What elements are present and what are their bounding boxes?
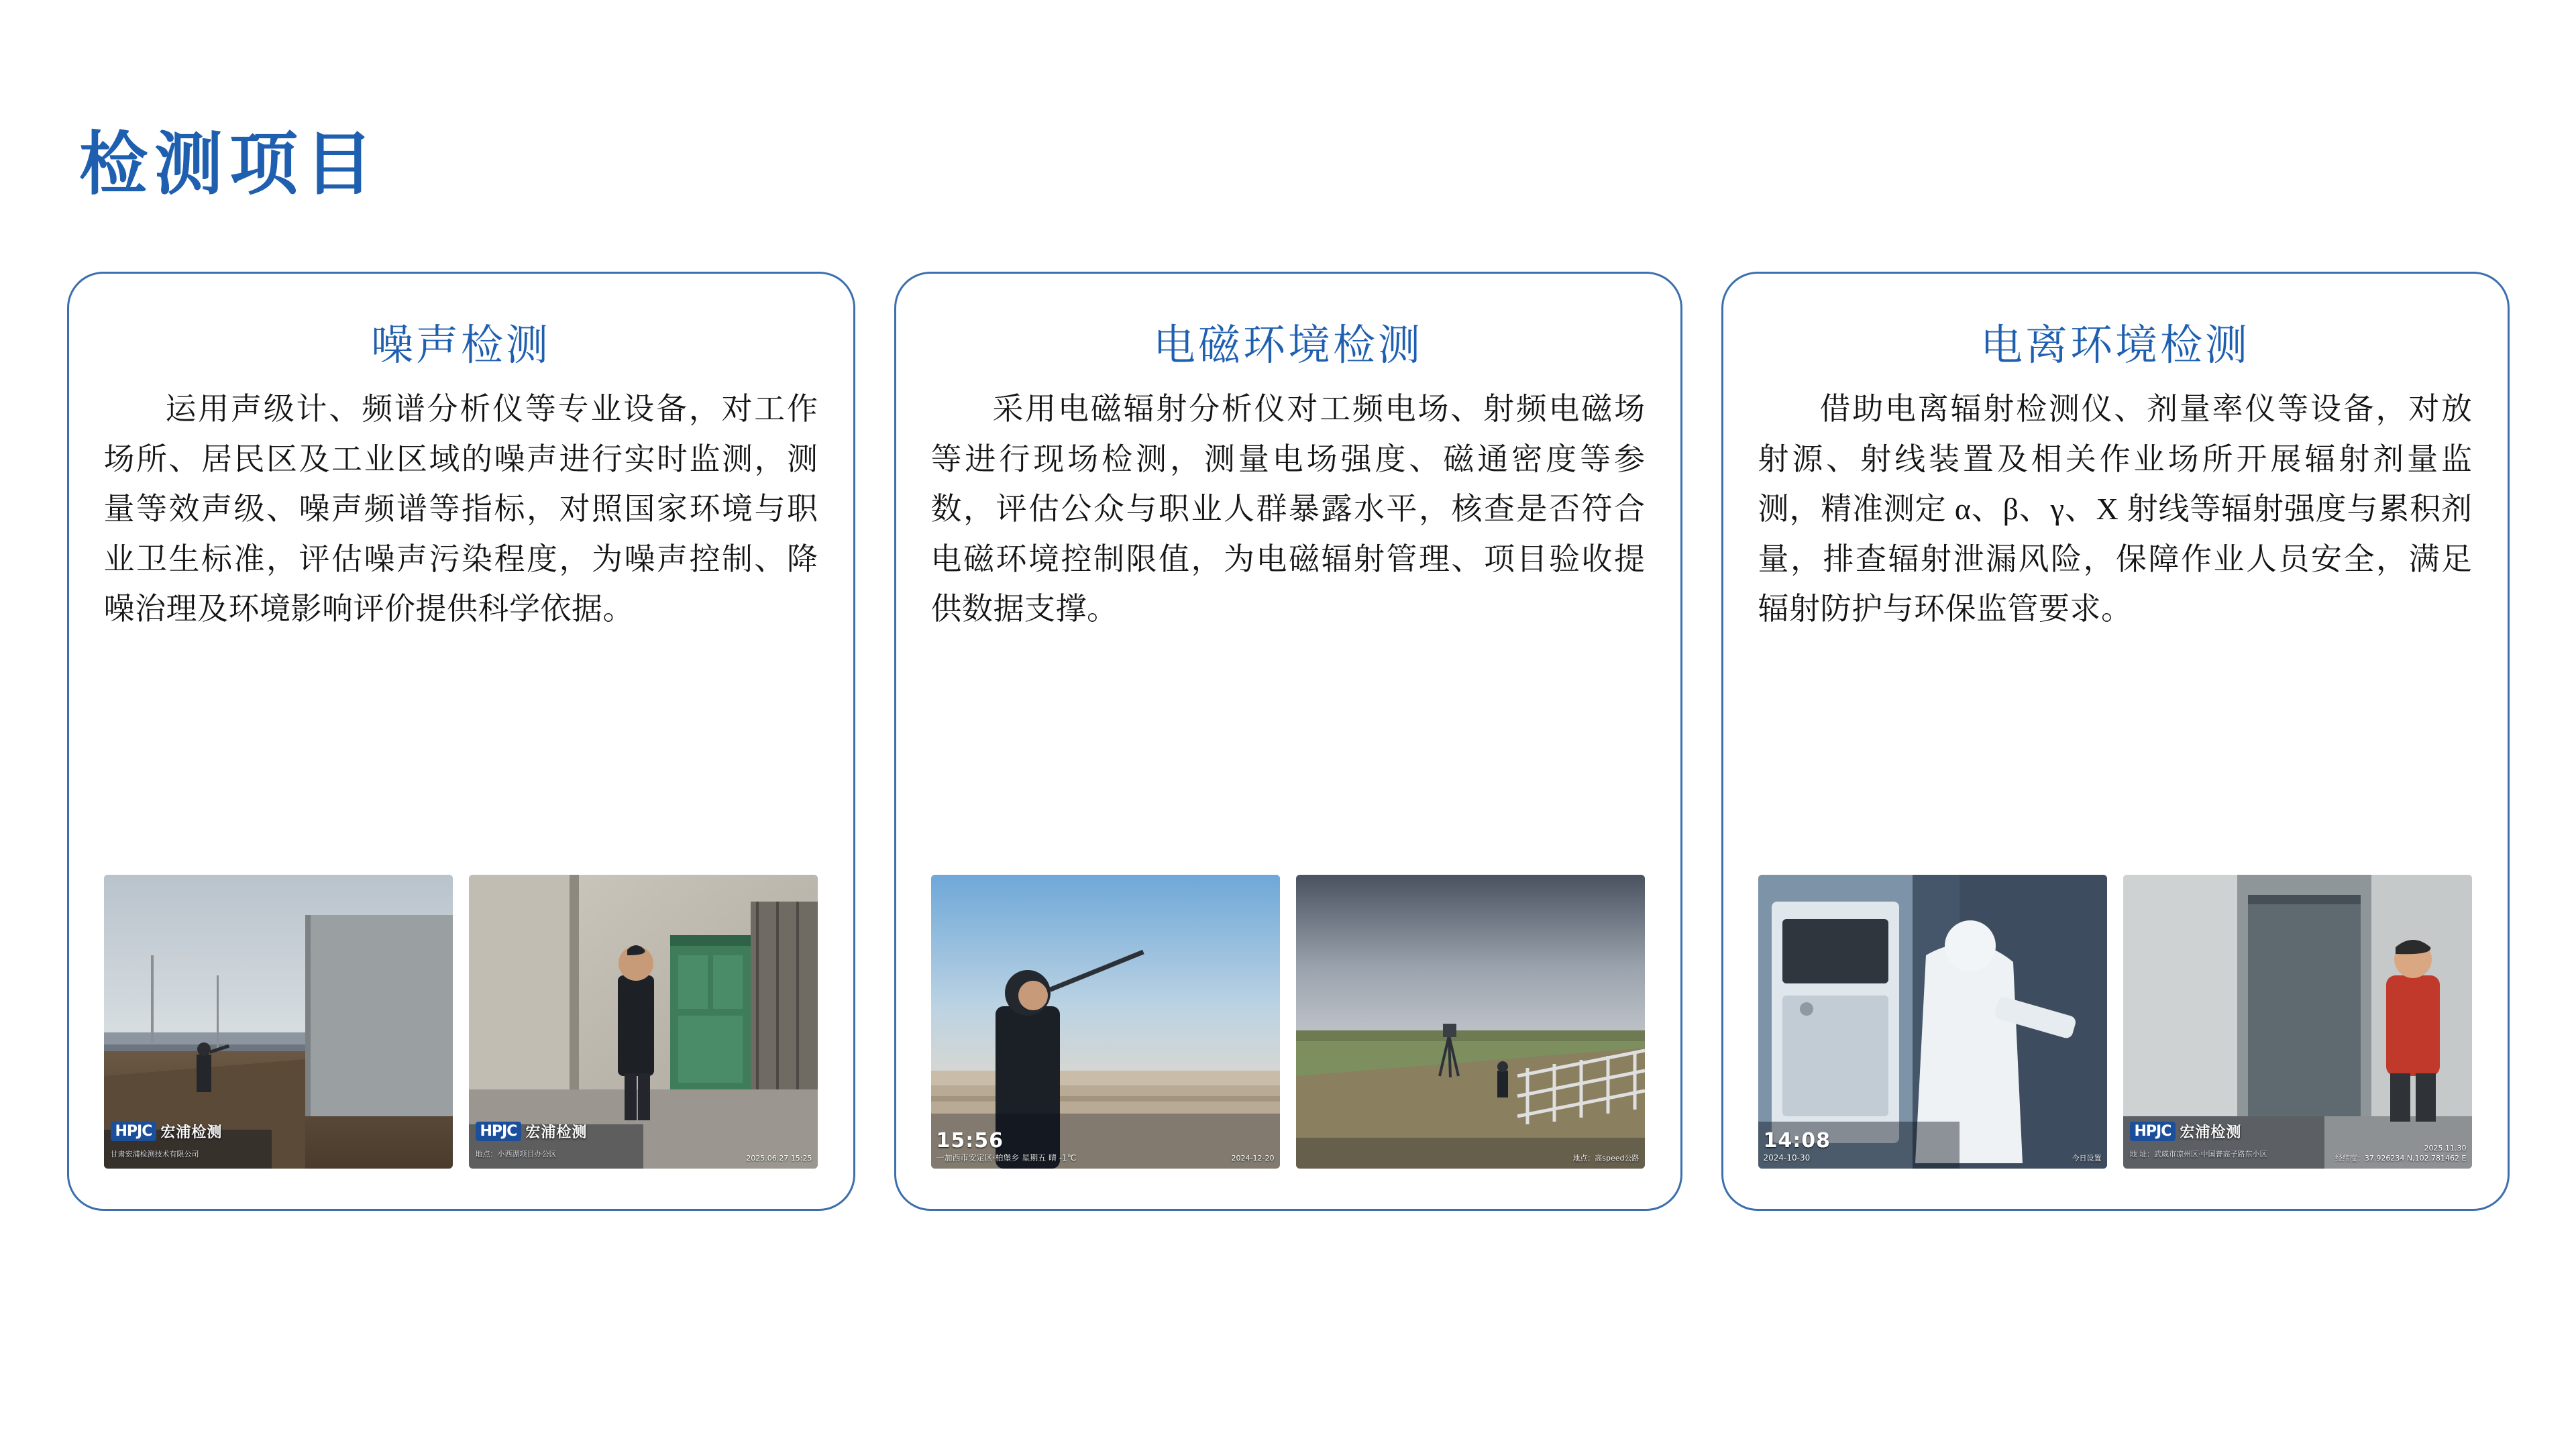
photo-date-overlay: 2024-12-20 xyxy=(1231,1153,1275,1163)
card-title: 电离环境检测 xyxy=(1980,322,2250,369)
watermark-brand-text: 宏浦检测 xyxy=(2180,1124,2242,1141)
photo-note-overlay: 一加西市安定区·柏堡乡 星期五 晴 -1℃ xyxy=(936,1153,1077,1163)
photo-ion-entrance-survey xyxy=(2123,875,2472,1169)
photo-illustration xyxy=(1758,875,2107,1169)
watermark-logo-badge: HPJC xyxy=(476,1122,522,1141)
photo-watermark xyxy=(2130,1121,2242,1142)
card-body-text: 采用电磁辐射分析仪对工频电场、射频电磁场等进行现场检测，测量电场强度、磁通密度等参数，评估公众与职业人群暴露水平，核查是否符合电磁环境控制限值，为电磁辐射管理、项目验收提供数据支撑。 xyxy=(930,392,1646,627)
photo-watermark xyxy=(476,1121,588,1142)
card-body-text: 运用声级计、频谱分析仪等专业设备，对工作场所、居民区及工业区域的噪声进行实时监测，测量等效声级、噪声频谱等指标，对照国家环境与职业卫生标准，评估噪声污染程度，为噪声控制、降噪治理及环境影响评价提供科学依据。 xyxy=(103,392,818,627)
photo-watermark xyxy=(111,1121,223,1142)
watermark-subtext: 地 址：武威市凉州区·中国普高子路东小区 xyxy=(2129,1150,2267,1159)
photo-date-overlay: 2024-10-30 xyxy=(1763,1153,1811,1163)
detection-items-row xyxy=(0,272,2576,1211)
watermark-brand-text: 宏浦检测 xyxy=(525,1124,588,1141)
watermark-subtext: 甘肃宏浦检测技术有限公司 xyxy=(110,1150,199,1159)
photo-time-overlay-group xyxy=(1764,1128,1831,1164)
watermark-logo-badge: HPJC xyxy=(2130,1122,2176,1141)
photo-illustration xyxy=(1296,875,1645,1169)
watermark-subtext: 地点：小西湖项目办公区 xyxy=(475,1150,557,1159)
photo-time-overlay-group xyxy=(936,1128,1077,1164)
photo-em-handheld-survey xyxy=(931,875,1280,1169)
photo-ion-lab-operation xyxy=(1758,875,2107,1169)
photo-coordinates-overlay: 经纬度：37.926234 N,102.781462 E xyxy=(2334,1153,2467,1163)
card-body-text: 借助电离辐射检测仪、剂量率仪等设备，对放射源、射线装置及相关作业场所开展辐射剂量监测，精准测定 α、β、γ、X 射线等辐射强度与累积剂量，排查辐射泄漏风险，保障作业人员安全，满足辐射防护与环保监管要求。 xyxy=(1758,392,2473,627)
photo-noise-residential xyxy=(469,875,818,1169)
photo-date-overlay: 2025.11.30 xyxy=(2424,1144,2467,1153)
card-title: 电磁环境检测 xyxy=(1153,322,1423,369)
photo-time-overlay: 14:08 xyxy=(1763,1128,1831,1152)
photo-em-tripod-monitoring xyxy=(1296,875,1645,1169)
watermark-brand-text: 宏浦检测 xyxy=(160,1124,223,1141)
card-photo-group xyxy=(931,875,1647,1169)
photo-note-overlay xyxy=(2335,1144,2467,1163)
card-noise-detection xyxy=(67,272,855,1211)
watermark-logo-badge: HPJC xyxy=(111,1122,157,1141)
photo-time-overlay: 15:56 xyxy=(936,1128,1004,1152)
card-photo-group xyxy=(104,875,820,1169)
page-title: 检测项目 xyxy=(79,127,380,204)
photo-note-overlay: 地点：高speed公路 xyxy=(1572,1153,1640,1163)
card-electromagnetic-detection xyxy=(894,272,1682,1211)
photo-illustration xyxy=(931,875,1280,1169)
person-figure xyxy=(1497,1061,1508,1097)
photo-note-overlay: 今日设置 xyxy=(2072,1153,2102,1163)
photo-noise-roadside xyxy=(104,875,453,1169)
card-title: 噪声检测 xyxy=(371,322,551,369)
card-photo-group xyxy=(1758,875,2474,1169)
card-ionizing-detection xyxy=(1721,272,2510,1211)
photo-date-overlay: 2025.06.27 15:25 xyxy=(746,1153,812,1163)
